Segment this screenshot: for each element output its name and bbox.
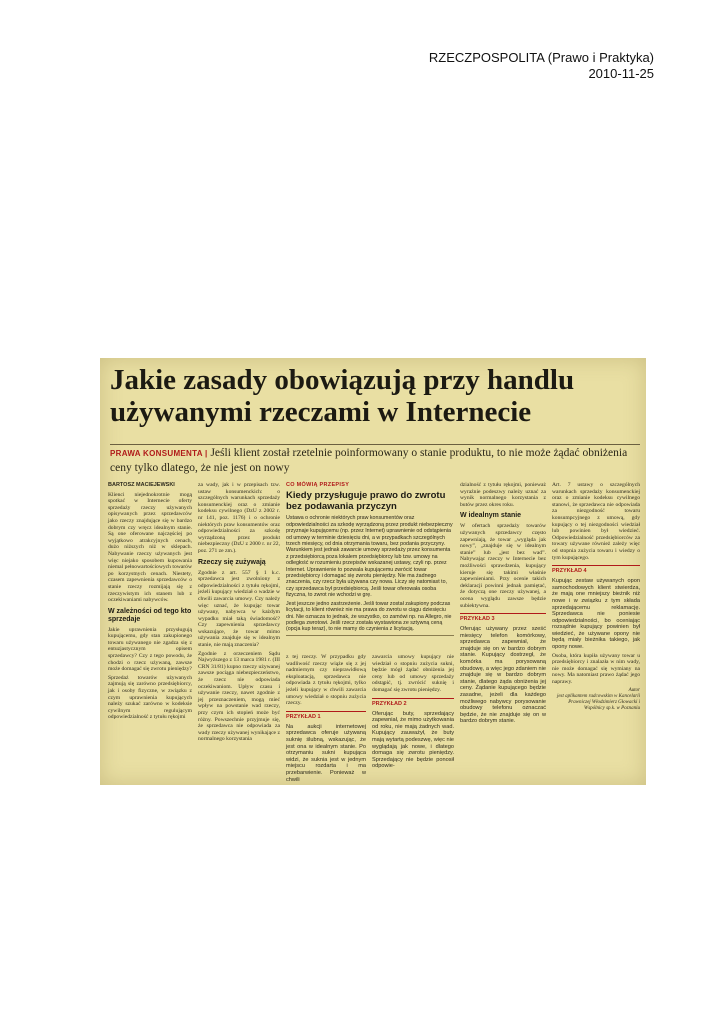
box-tag: CO MÓWIĄ PRZEPISY	[286, 482, 350, 488]
example-4-label: PRZYKŁAD 4	[552, 565, 640, 575]
lead-text: Jeśli klient został rzetelnie poinformowany o stanie produktu, to nie może żądać obniżenia ceny tylko dlatego, że nie jest on nowy	[110, 447, 628, 474]
lead-divider	[110, 444, 640, 445]
paragraph: za wady, jak i w przepisach tzw. ustaw konsumenckich: o szczególnych warunkach sprzedaży konsumenckiej oraz o zmianie kodeksu cywilnego (DzU z 2002 r. nr 141, poz. 1176) i o ochronie niektórych praw konsumentów oraz odpowiedzialności za szkodę wyrządzoną przez produkt niebezpieczny (DzU z 2000 r. nr 22, poz. 271 ze zm.).	[198, 482, 280, 554]
paragraph: Art. 7 ustawy o szczególnych warunkach sprzedaży konsumenckiej oraz o zmianie kodeksu cywilnego stanowi, że sprzedawca nie odpowiada za niezgodność towaru konsumpcyjnego z umową, gdy kupujący o tej niezgodności wiedział lub powinien był wiedzieć. Odpowiedzialność przedsiębiorców za towary używane również zależy więc od stopnia zużycia towaru i wiedzy o tym kupującego.	[552, 482, 640, 561]
paragraph: dzialność z tytułu rękojmi, ponieważ wyraźnie podeszwy należy uznać za wynik normalnego korzystania z butów przez okres roku.	[460, 482, 546, 508]
article-lead	[110, 446, 640, 475]
newspaper-clipping	[100, 358, 646, 785]
paragraph: Sprzedaż towarów używanych zajmują się zarówno przedsiębiorcy, jak i osoby fizyczne, w związku z czym uprawnienia kupujących należy szukać zarówno w kodeksie cywilnym regulującym odpowiedzialność z tytułu rękojmi	[108, 674, 192, 721]
subheading: W zależności od tego kto sprzedaje	[108, 607, 192, 623]
box-body: Ustawa o ochronie niektórych praw konsumentów oraz odpowiedzialności za szkodę wyrządzoną przez produkt niebezpieczny przyznaje kupującemu (np. przez Internet) uprawnienie od odstąpienia od umowy w terminie dziesięciu dni, a w przypadkach szczególnych trzech miesięcy, od dnia otrzymania towaru, bez podania przyczyny. Warunkiem jest jednak zawarcie umowy sprzedaży przez konsumenta z przedsiębiorcą poza lokalem przedsiębiorcy lub tzw. umowy na odległość w rozumieniu przepisów wskazanej ustawy, czyli np. przez Internet. Uprawnienie to pozwala kupującemu zwrócić towar przedsiębiorcy i domagać się zwrotu pieniędzy. Nie ma żadnego znaczenia, czy rzecz była używana czy nowa. Liczy się natomiast to, czy sprzedawca był przedsiębiorcą. Jeśli towar oferowała osoba fizyczna, to zwrot nie wchodzi w grę.	[286, 515, 453, 599]
paragraph: zawarcia umowy kupujący nie wiedział o stopniu zużycia sukni, będzie mógł żądać obniżenia jej ceny lub od umowy sprzedaży odstąpić, tj. zwrócić suknię i domagać się zwrotu pieniędzy.	[372, 654, 454, 693]
example-3-label: PRZYKŁAD 3	[460, 613, 546, 623]
paragraph: z tej rzeczy. W przypadku gdy wadliwość rzeczy wiąże się z jej nadmiernym czy nieprawidłową eksploatacją, sprzedawca nie odpowiada z tytułu rękojmi, tylko jeżeli kupujący w chwili zawarcia umowy wiedział o stopniu zużycia rzeczy.	[286, 654, 366, 707]
paragraph: Jakie uprawnienia przysługują kupującemu, gdy stan zakupionego towaru używanego nie zgadza się z entuzjastycznym opisem sprzedawcy? Czy z tego powodu, że chodzi o rzecz używaną, zawsze może domagać się zwrotu pieniędzy?	[108, 626, 192, 673]
subheading: W idealnym stanie	[460, 512, 522, 520]
signature-name: jest aplikantem radcowskim w Kancelarii Prawniczej Włodzimierz Głowacki i Wspólnicy sp.k. w Poznaniu	[556, 693, 640, 711]
box-divider	[286, 635, 454, 636]
example-2-label: PRZYKŁAD 2	[372, 698, 454, 708]
example-2-text: Oferując buty, sprzedający zapewniał, że mimo użytkowania od roku, nie mają żadnych wad. Kupujący zauważył, że buty mają wytartą podeszwę, więc nie wyglądają jak nowe, i dlatego domaga się zwrotu pieniędzy. Sprzedający nie będzie ponosił odpowie-	[372, 710, 454, 770]
author-signature	[552, 688, 640, 712]
example-4-text: Kupując zestaw używanych opon samochodowych klient stwierdza, że mają one mniejszy bieżnik niż nowe i w związku z tym składa sprzedającemu reklamację. Sprzedawca nie poniesie odpowiedzialności, bo oceniając rozsądnie kupujący powinien był wiedzieć, że używane opony nie będą miały bieżnika takiego, jak opony nowe.	[552, 578, 640, 651]
example-3-text: Oferując używany przez sześć miesięcy telefon komórkowy, sprzedawca zapewniał, że znajduje się on w bardzo dobrym stanie. Kupujący dostrzegł, że komórka ma porysowaną obudowę, a więc jego zdaniem nie znajduje się w bardzo dobrym stanie, dlatego żąda obniżenia jej ceny. Żądanie kupującego będzie zasadne, jeżeli dla każdego możliwego nabywcy porysowanie obudowy telefonu oznaczać będzie, że nie znajduje się on w bardzo dobrym stanie.	[460, 626, 546, 725]
paragraph: W ofertach sprzedaży towarów używanych sprzedawcy często zapewniają, że towar „wygląda jak nowy”, „znajduje się w idealnym stanie” lub „jest bez wad”. Nabywając rzeczy w Internecie bez możliwości sprawdzenia, kupujący kieruje się takimi właśnie zapewnieniami. Przy ocenie takich deklaracji powinni jednak pamiętać, że dotyczą one rzeczy używanej, a ocena wyglądu zawsze będzie subiektywna.	[460, 523, 546, 609]
document-header	[429, 50, 654, 82]
article-headline: Jakie zasady obowiązują przy handlu używanymi rzeczami w Internecie	[110, 364, 575, 428]
box-title: Kiedy przysługuje prawo do zwrotu bez podawania przyczyn	[286, 490, 446, 513]
example-1-text: Na aukcji internetowej sprzedawca oferuje używaną suknię ślubną, wskazując, że jest ona w idealnym stanie. Po otrzymaniu sukni kupująca widzi, że suknia jest w jednym miejscu rozdarta i ma przebarwienie. Ponieważ w chwili	[286, 723, 366, 783]
box-body-2: Jest jeszcze jedno zastrzeżenie. Jeśli towar został zakupiony podczas licytacji, to klient również nie ma prawa do zwrotu w ciągu dziesięciu dni. Nie oznacza to jednak, że wszystko, co zamówi np. na Allegro, nie podlega zwrotowi. Jeśli rzecz została wystawiona ze sztywną ceną (opcja kup teraz), to nie mamy do czynienia z licytacją.	[286, 600, 452, 633]
article-column-4	[460, 482, 546, 778]
date-label: 2010-11-25	[588, 66, 654, 81]
article-author: BARTOSZ MACIEJEWSKI	[108, 482, 175, 488]
article-column-2	[198, 482, 280, 778]
paragraph: Osoba, która kupiła używany towar u przedsiębiorcy i znalazła w nim wady, nie może domagać się wymiany na nowy. Ma natomiast prawo żądać jego naprawy.	[552, 652, 640, 686]
article-column-3b	[372, 654, 454, 778]
subheading: Rzeczy się zużywają	[198, 558, 266, 566]
article-column-1	[108, 482, 192, 778]
paragraph: Klienci niejednokrotnie mogą spotkać w Internecie oferty sprzedaży rzeczy używanych opisywanych przez sprzedawców jako rzeczy znajdujące się w bardzo dobrym czy wręcz idealnym stanie. Są one oferowane najczęściej po wyjątkowo atrakcyjnych cenach, dużo niższych niż w sklepach. Nabywanie rzeczy używanych jest więc niejako sposobem kupowania niemal pełnowartościowych towarów po korzystnych cenach. Niestety, czasem zapewnienia sprzedawców o stanie rzeczy rozmijają się z rzeczywistym ich stanem lub z oczekiwaniami nabywców.	[108, 491, 192, 604]
signature-label: Autor	[628, 687, 640, 693]
paragraph: Zgodnie z art. 557 § 1 k.c. sprzedawca jest zwolniony z odpowiedzialności z tytułu rękojmi, jeżeli kupujący wiedział o wadzie w chwili zawarcia umowy. Czy należy więc uznać, że kupując towar używany, nabywca w każdym wypadku miał taką świadomość? Czy zapewnienia sprzedawcy wskazujące, że towar mimo używania znajduje się w idealnym stanie, nie mają znaczenia?	[198, 569, 280, 649]
source-label: RZECZPOSPOLITA (Prawo i Praktyka)	[428, 50, 654, 65]
paragraph: Zgodnie z orzeczeniem Sądu Najwyższego z 13 marca 1981 r. (III CRN 31/81) kupno rzeczy używanej zawsze pociąga niebezpieczeństwo, że rzecz nie odpowiada oczekiwaniom. Upływ czasu i używanie rzeczy, nawet zgodnie z jej przeznaczeniem, mogą mieć wpływ na powstanie wad rzeczy, przy czym ich stopień może być różny. Powszechnie przyjmuje się, że sprzedawca nie odpowiada za wady rzeczy używanej wynikające z normalnego korzystania	[198, 650, 280, 743]
article-column-3	[286, 654, 366, 783]
section-kicker: PRAWA KONSUMENTA |	[110, 449, 208, 458]
example-1-label: PRZYKŁAD 1	[286, 711, 366, 721]
article-column-5	[552, 482, 640, 778]
